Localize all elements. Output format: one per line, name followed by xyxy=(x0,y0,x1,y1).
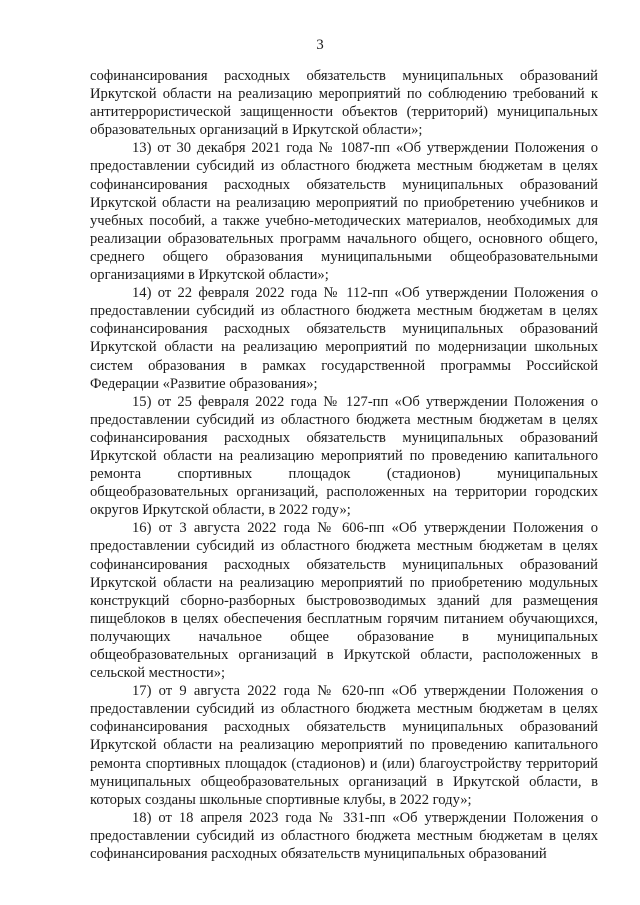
paragraph-item-15: 15) от 25 февраля 2022 года № 127-пп «Об утверждении Положения о предоставлении субсидий из областного бюджета местным бюджетам в целях софинансирования расходных обязательств муниципальных образований Иркутской области на реализацию мероприятий по проведению капитального ремонта спортивных площадок (стадионов) муниципальных общеобразовательных организаций, расположенных на территории городских округов Иркутской области, в 2022 году»; xyxy=(90,393,598,519)
paragraph-item-17: 17) от 9 августа 2022 года № 620-пп «Об утверждении Положения о предоставлении субсидий из областного бюджета местным бюджетам в целях софинансирования расходных обязательств муниципальных образований Иркутской области на реализацию мероприятий по проведению капитального ремонта спортивных площадок (стадионов) и (или) благоустройству территорий муниципальных общеобразовательных организаций в Иркутской области, в которых созданы школьные спортивные клубы, в 2022 году»; xyxy=(90,683,598,808)
paragraph-item-16: 16) от 3 августа 2022 года № 606-пп «Об утверждении Положения о предоставлении субсидий из областного бюджета местным бюджетам в целях софинансирования расходных обязательств муниципальных образований Иркутской области на реализацию мероприятий по приобретению модульных конструкций сборно-разборных быстровозводимых зданий для размещения пищеблоков в целях обеспечения бесплатным горячим питанием обучающихся, получающих начальное общее образование в муниципальных общеобразовательных организаций в Иркутской области, расположенных в сельской местности»; xyxy=(90,520,598,682)
paragraph-continuation: софинансирования расходных обязательств муниципальных образований Иркутской области на реализацию мероприятий по соблюдению требований к антитеррористической защищенности объектов (территорий) муниципальных образовательных организаций в Иркутской области»; xyxy=(90,68,598,139)
paragraph-item-14: 14) от 22 февраля 2022 года № 112-пп «Об утверждении Положения о предоставлении субсидий из областного бюджета местным бюджетам в целях софинансирования расходных обязательств муниципальных образований Иркутской области на реализацию мероприятий по модернизации школьных систем образования в рамках государственной программы Российской Федерации «Развитие образования»; xyxy=(90,285,598,392)
paragraph-item-18: 18) от 18 апреля 2023 года № 331-пп «Об утверждении Положения о предоставлении субсидий из областного бюджета местным бюджетам в целях софинансирования расходных обязательств муниципальных образований xyxy=(90,809,598,863)
document-body xyxy=(90,67,598,863)
paragraph-item-13: 13) от 30 декабря 2021 года № 1087-пп «Об утверждении Положения о предоставлении субсидий из областного бюджета местным бюджетам в целях софинансирования расходных обязательств муниципальных образований Иркутской области на реализацию мероприятий по приобретению учебников и учебных пособий, а также учебно-методических материалов, необходимых для реализации образовательных программ начального общего, основного общего, среднего общего образования муниципальными общеобразовательными организациями в Иркутской области»; xyxy=(90,140,598,284)
page-number: 3 xyxy=(316,37,324,53)
